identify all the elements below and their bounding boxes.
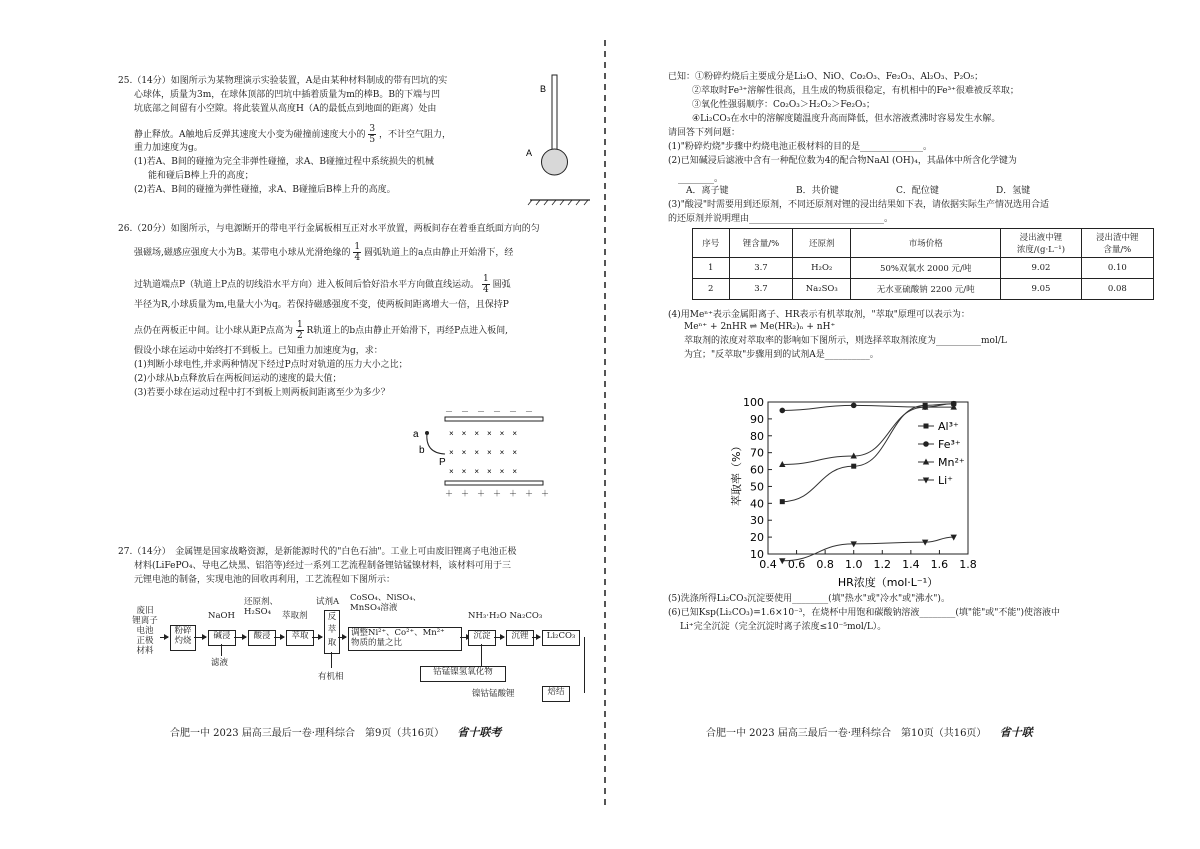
q25-line-6: (1)若A、B间的碰撞为完全非弹性碰撞，求A、B碰撞过程中系统损失的机械	[134, 157, 434, 167]
cell: 2	[693, 279, 730, 300]
sub-q3: (3)"酸浸"时需要用到还原剂，不同还原剂对锂的浸出结果如下表，请依据实际生产情况选用合适	[668, 200, 1050, 210]
q26-line-3b: 圆弧	[492, 280, 511, 290]
sub-q2-blank: ________。	[678, 174, 724, 184]
cell: 无水亚硫酸钠 2200 元/吨	[851, 279, 1001, 300]
cell: 9.02	[1001, 258, 1081, 279]
option-b: B．共价键	[796, 186, 839, 196]
known-3: ③氧化性强弱顺序：Co₂O₃＞H₂O₂＞Fe₂O₃；	[692, 100, 876, 110]
right-footer	[706, 724, 1033, 740]
q25-fraction	[368, 124, 376, 145]
bottom-plate	[445, 481, 543, 485]
q26-line-6: 假设小球在运动中始终打不到板上。已知重力加速度为g，求：	[134, 346, 383, 356]
product-li2co3: Li₂CO₃	[542, 630, 580, 646]
cell: 50%双氧水 2000 元/吨	[851, 258, 1001, 279]
q26-frac-1-den: 4	[354, 253, 361, 263]
q25-line-4-text: 静止释放。A触地后反弹其速度大小变为碰撞前速度大小的	[134, 130, 366, 140]
step-acid-leach: 酸浸	[248, 630, 276, 646]
reductant-table	[692, 228, 1154, 300]
option-a: A．离子键	[686, 186, 729, 196]
series-line-2	[782, 407, 953, 464]
q27-line-2: 材料(LiFePO₄、导电乙炔黑、铝箔等)经过一系列工艺流程制备锂钴锰镍材料，该材料可用于三	[134, 561, 512, 571]
arrow-8	[494, 637, 504, 638]
cell: Na₂SO₃	[793, 279, 851, 300]
q26-line-2b: 圆弧轨道上的a点由静止开始滑下，经	[363, 248, 514, 258]
sub-q5: (5)洗涤所得Li₂CO₃沉淀要使用________(填"热水"或"冷水"或"沸水")。	[668, 594, 950, 604]
step-extract: 萃取	[286, 630, 314, 646]
x-tick-label: 1.4	[902, 558, 920, 571]
col-no: 序号	[693, 229, 730, 258]
y-axis-label: 萃取率（%）	[730, 440, 743, 506]
step-alkali-leach: 碱浸	[208, 630, 236, 646]
y-tick-label: 40	[750, 497, 764, 511]
q25-line-4-tail: ，不计空气阻力，	[379, 130, 452, 140]
ball-on-track	[425, 431, 429, 435]
left-footer-text: 合肥一中 2023 届高三最后一卷·理科综合 第9页（共16页）	[170, 728, 445, 739]
arrow-2	[194, 637, 206, 638]
plus-charges: ＋ ＋ ＋ ＋ ＋ ＋ ＋	[445, 489, 549, 498]
x-tick-label: 0.4	[759, 558, 777, 571]
y-tick-label: 20	[750, 531, 764, 545]
col-price: 市场价格	[851, 229, 1001, 258]
arrow-5	[312, 637, 322, 638]
right-page	[606, 0, 1200, 849]
q27-line-3: 元锂电池的制备，实现电池的回收再利用，工艺流程如下图所示：	[134, 575, 396, 585]
q26-line-2	[134, 242, 513, 263]
x-tick-label: 0.6	[787, 558, 806, 571]
data-point	[851, 403, 857, 409]
q26-line-5b: R轨道上的b点由静止开始滑下，再经P点进入板间,	[306, 326, 509, 336]
y-tick-label: 50	[750, 480, 764, 494]
top-plate	[445, 417, 543, 421]
y-tick-label: 10	[750, 548, 764, 561]
option-d: D．氢键	[996, 186, 1031, 196]
arrow-6	[338, 637, 346, 638]
chart-legend	[918, 420, 965, 487]
field-row-3: × × × × × ×	[449, 467, 518, 476]
field-row-1: × × × × × ×	[449, 429, 518, 438]
q25-line-4	[134, 124, 451, 145]
label-extractant: 萃取剂	[282, 611, 308, 621]
final-product: 镍钴锰酸锂	[472, 689, 515, 699]
q25-line-3: 坑底部之间留有小空隙。将此装置从高度H（A的最低点到地面的距离）处由	[134, 104, 437, 114]
q26-line-5a: 点仍在两板正中间。让小球从距P点高为	[134, 326, 294, 336]
label-nh3-na2co3: NH₃·H₂O Na₂CO₃	[468, 611, 543, 621]
y-tick-label: 30	[750, 514, 764, 528]
q27-line-1: 27.（14分） 金属锂是国家战略资源，是新能源时代的"白色石油"。工业上可由废旧锂离子电池正极	[118, 547, 517, 557]
q25-line-2: 心球体，质量为3m，在球体顶部的凹坑中插着质量为m的棒B。B的下端与凹	[134, 90, 441, 100]
legend-label: Li⁺	[938, 474, 953, 487]
q26-frac-2-num: 1	[483, 274, 489, 284]
q25-frac-num: 3	[369, 124, 376, 134]
q26-line-5	[134, 320, 508, 341]
x-tick-label: 1.6	[930, 558, 949, 571]
left-footer	[170, 724, 501, 740]
q25-figure	[520, 70, 600, 210]
q26-line-7: (1)判断小球电性,并求两种情况下经过P点时对轨道的压力大小之比；	[134, 360, 408, 370]
q26-line-3	[134, 274, 511, 295]
label-salt-solution: CoSO₄、NiSO₄、 MnSO₄溶液	[350, 593, 422, 613]
sub-q4-cont: 萃取剂的浓度对萃取率的影响如下图所示，则选择萃取剂浓度为__________mol/L	[684, 336, 1007, 346]
cell: 3.7	[729, 258, 793, 279]
q26-line-1: 26.（20分）如图所示，与电源断开的带电平行金属板相互正对水平放置，两板间存在着垂直纸面方向的匀	[118, 224, 540, 234]
feed-material: 废旧 锂离子 电池 正极 材料	[132, 606, 158, 656]
data-point	[780, 499, 785, 504]
y-tick-label: 90	[750, 412, 764, 426]
q26-figure	[405, 405, 555, 500]
sub-q3-cont: 的还原剂并说明理由______________________________。	[668, 214, 894, 224]
left-stamp: 省十联考	[457, 726, 502, 739]
q26-frac-2	[482, 274, 490, 295]
cell: 3.7	[729, 279, 793, 300]
step-back-extract: 反 萃 取	[324, 610, 340, 654]
sub-q1: (1)"粉碎灼烧"步骤中灼烧电池正极材料的目的是______________。	[668, 142, 933, 152]
y-tick-label: 70	[750, 446, 764, 460]
q25-frac-den: 5	[369, 135, 376, 145]
extraction-chart	[726, 382, 1026, 590]
step-lithium-precip: 沉锂	[506, 630, 534, 646]
line-to-organic	[331, 652, 332, 668]
x-tick-label: 0.8	[816, 558, 834, 571]
chart-series	[779, 401, 957, 564]
x-tick-label: 1.0	[844, 558, 863, 571]
prompt: 请回答下列问题：	[668, 128, 741, 138]
cell: 0.10	[1081, 258, 1153, 279]
known-1: 已知：①粉碎灼烧后主要成分是Li₂O、NiO、Co₂O₃、Fe₂O₃、Al₂O₃、P₂O₅；	[668, 72, 984, 82]
table-header-row	[693, 229, 1154, 258]
arrow-4	[274, 637, 284, 638]
line-li2co3-down	[584, 637, 585, 693]
q26-line-3a: 过轨道端点P（轨道上P点的切线沿水平方向）进入板间后恰好沿水平方向做直线运动。	[134, 280, 480, 290]
arrow-1	[160, 637, 168, 638]
label-a: a	[413, 429, 419, 440]
field-row-2: × × × × × ×	[449, 448, 518, 457]
y-tick-label: 80	[750, 429, 764, 443]
q25-line-8: (2)若A、B间的碰撞为弹性碰撞，求A、B碰撞后B棒上升的高度。	[134, 185, 396, 195]
legend-label: Fe³⁺	[938, 438, 961, 451]
q26-frac-3	[296, 320, 304, 341]
step-sinter: 焙结	[542, 686, 570, 702]
y-tick-label: 100	[743, 396, 764, 409]
cell: 1	[693, 258, 730, 279]
arc-track	[427, 433, 445, 454]
q25-line-7: 能和碰后B棒上升的高度；	[148, 171, 254, 181]
known-2: ②萃取时Fe³⁺溶解性很高，且生成的物质很稳定，有机相中的Fe³⁺很难被反萃取；	[692, 86, 1019, 96]
sub-q6-cont: Li⁺完全沉淀（完全沉淀时离子浓度≤10⁻⁵mol/L）。	[680, 622, 887, 632]
table-row	[693, 258, 1154, 279]
x-tick-label: 1.8	[959, 558, 977, 571]
cell: 0.08	[1081, 279, 1153, 300]
y-tick-label: 60	[750, 463, 764, 477]
step-precipitate: 沉淀	[468, 630, 496, 646]
right-footer-text: 合肥一中 2023 届高三最后一卷·理科综合 第10页（共16页）	[706, 728, 987, 739]
data-point	[779, 408, 785, 414]
col-li-content: 锂含量/%	[729, 229, 793, 258]
step-hydroxide: 钴锰镍氢氧化物	[420, 666, 506, 682]
q26-frac-1	[353, 242, 361, 263]
label-reagent-a: 试剂A	[316, 597, 340, 607]
col-reductant: 还原剂	[793, 229, 851, 258]
q26-line-8: (2)小球从b点释放后在两板间运动的速度的最大值；	[134, 374, 342, 384]
line-to-hydroxide	[481, 644, 482, 666]
q26-frac-1-num: 1	[354, 242, 361, 252]
label-a: A	[526, 148, 533, 158]
label-b: b	[419, 445, 425, 456]
label-filtrate: 滤液	[211, 658, 229, 668]
label-reductant: 还原剂、 H₂SO₄	[244, 597, 279, 617]
sub-q2: (2)已知碱浸后滤液中含有一种配位数为4的配合物NaAl (OH)₄，其晶体中所含化学键为	[668, 156, 1017, 166]
q26-line-2a: 强磁场,磁感应强度大小为B。某带电小球从光滑绝缘的	[134, 248, 351, 258]
arrow-9	[532, 637, 540, 638]
q26-frac-3-den: 2	[296, 331, 303, 341]
col-residue: 浸出渣中锂 含量/%	[1081, 229, 1153, 258]
q25-line-5: 重力加速度为g。	[134, 143, 203, 153]
label-b: B	[540, 84, 547, 94]
x-tick-label: 1.2	[873, 558, 892, 571]
col-leach-conc: 浸出液中锂 浓度/(g·L⁻¹)	[1001, 229, 1081, 258]
equation: Meⁿ⁺ + 2nHR ⇌ Me(HR₂)ₙ + nH⁺	[684, 322, 836, 332]
data-point	[779, 558, 785, 564]
legend-marker	[924, 424, 929, 429]
sub-q6: (6)已知Ksp(Li₂CO₃)=1.6×10⁻³，在烧杯中用饱和碳酸钠溶液________(填"能"或"不能")使溶液中	[668, 608, 1060, 618]
table-row	[693, 279, 1154, 300]
label-organic-phase: 有机相	[318, 672, 344, 682]
data-point	[851, 464, 856, 469]
known-4: ④Li₂CO₃在水中的溶解度随温度升高而降低，但水溶液煮沸时容易发生水解。	[692, 114, 1001, 124]
sub-q4: (4)用Meⁿ⁺表示金属阳离子、HR表示有机萃取剂，"萃取"原理可以表示为：	[668, 310, 970, 320]
series-line-3	[782, 537, 953, 561]
step-crush-burn: 粉碎 灼烧	[170, 625, 196, 651]
line-to-filtrate	[221, 644, 222, 656]
legend-marker	[923, 441, 929, 447]
q26-frac-2-den: 4	[483, 285, 489, 295]
q25-line-1: 25.（14分）如图所示为某物理演示实验装置，A是由某种材料制成的带有凹坑的实	[118, 76, 448, 86]
step-adjust-ratio: 调整Ni²⁺、Co²⁺、Mn²⁺ 物质的量之比	[348, 627, 462, 651]
x-axis-label: HR浓度（mol·L⁻¹）	[837, 576, 939, 589]
right-stamp: 省十联	[999, 726, 1033, 739]
label-naoh: NaOH	[208, 611, 235, 621]
q26-frac-3-num: 1	[296, 320, 303, 330]
label-p: P	[439, 457, 446, 468]
cell: 9.05	[1001, 279, 1081, 300]
sub-q4-cont-2: 为宜；"反萃取"步骤用到的试剂A是__________。	[684, 350, 879, 360]
ball-a	[542, 149, 568, 175]
minus-charges: － － － － － －	[445, 407, 533, 416]
cell: H₂O₂	[793, 258, 851, 279]
legend-label: Mn²⁺	[938, 456, 965, 469]
rod-b	[552, 75, 557, 150]
arrow-3	[234, 637, 246, 638]
q26-line-9: (3)若要小球在运动过程中打不到板上则两板间距离至少为多少？	[134, 388, 390, 398]
ground-hatch	[528, 200, 588, 205]
option-c: C．配位键	[896, 186, 939, 196]
q26-line-4: 半径为R,小球质量为m,电量大小为q。若保持磁感强度不变，使两板间距离增大一倍，且保持P	[134, 300, 509, 310]
legend-label: Al³⁺	[938, 420, 959, 433]
